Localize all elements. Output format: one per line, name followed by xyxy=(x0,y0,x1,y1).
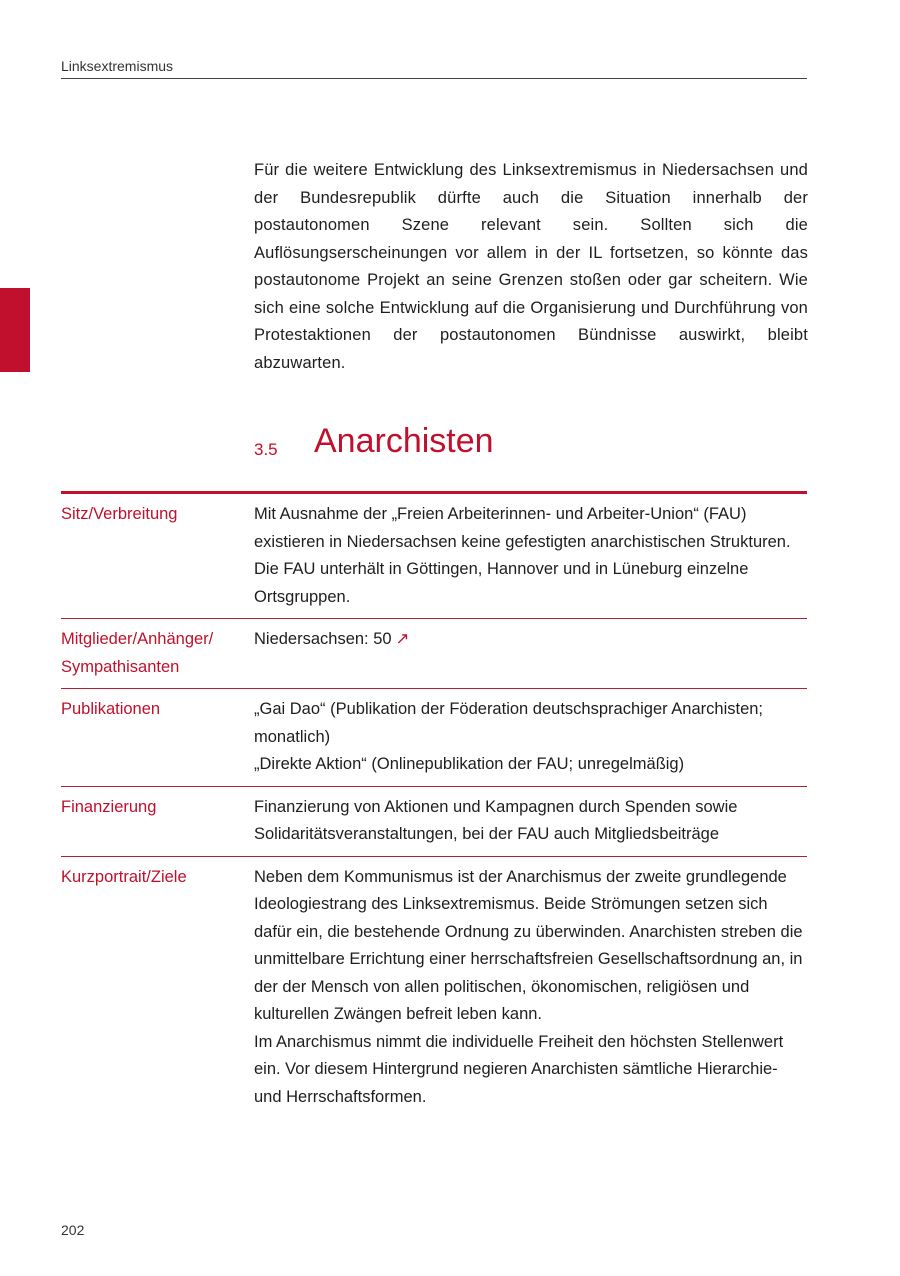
row-text: Mit Ausnahme der „Freien Arbeiterinnen- und Arbeiter-Union“ (FAU) existieren in Niedersachsen keine gefestigten anarchistischen Strukturen. xyxy=(254,505,791,551)
profile-table xyxy=(61,491,807,1118)
running-head: Linksextremismus xyxy=(61,58,807,79)
section-heading xyxy=(254,420,808,470)
table-row-kurzportrait xyxy=(61,857,807,1119)
table-row-publikationen xyxy=(61,689,807,787)
row-content xyxy=(254,864,807,1112)
row-label: Kurzportrait/Ziele xyxy=(61,867,187,886)
section-title: Anarchisten xyxy=(314,422,494,460)
intro-text xyxy=(254,157,808,377)
row-content xyxy=(254,501,807,611)
row-label: Mitglieder/Anhänger/ Sympathisanten xyxy=(61,630,214,676)
row-label: Finanzierung xyxy=(61,797,157,816)
page-number: 202 xyxy=(61,1222,85,1238)
table-row-mitglieder xyxy=(61,619,807,689)
table-row-finanzierung xyxy=(61,787,807,857)
trend-up-icon: ↗ xyxy=(395,630,410,648)
section-number: 3.5 xyxy=(254,440,278,459)
chapter-marker xyxy=(0,288,30,372)
row-text: „Direkte Aktion“ (Onlinepublikation der FAU; unregelmäßig) xyxy=(254,755,685,773)
intro-paragraph: Für die weitere Entwicklung des Linksextremismus in Niedersachsen und der Bundesrepublik dürfte auch die Situation innerhalb der postautonomen Szene relevant sein. Sollten sich die Auflösungserscheinungen vor allem in der IL fortsetzen, so könnte das postautonome Projekt an seine Grenzen stoßen oder gar scheitern. Wie sich eine solche Entwicklung auf die Organisierung und Durchführung von Protestaktionen der postautonomen Bündnisse auswirkt, bleibt abzuwarten. xyxy=(254,161,808,372)
row-label: Sitz/Verbreitung xyxy=(61,505,178,523)
row-content xyxy=(254,696,807,779)
row-text: Die FAU unterhält in Göttingen, Hannover und in Lüneburg einzelne Ortsgruppen. xyxy=(254,560,749,606)
table-row-sitz xyxy=(61,494,807,619)
row-text: Im Anarchismus nimmt die individuelle Freiheit den höchsten Stellenwert ein. Vor diesem Hintergrund negieren Anarchisten sämtliche Hierarchie- und Herrschaftsformen. xyxy=(254,1032,784,1106)
row-text: Neben dem Kommunismus ist der Anarchismus der zweite grundlegende Ideologiestrang des Linksextremismus. Beide Strömungen setzen sich dafür ein, die bestehende Ordnung zu überwinden. Anarchisten streben die unmittelbare Errichtung einer herrschaftsfreien Gesellschaftsordnung an, in der der Mensch von allen politischen, ökonomischen, religiösen und kulturellen Zwängen befreit leben kann. xyxy=(254,867,803,1023)
row-text: „Gai Dao“ (Publikation der Föderation deutschsprachiger Anarchisten; monatlich) xyxy=(254,700,764,746)
row-label: Publikationen xyxy=(61,700,161,718)
row-text: Niedersachsen: 50 xyxy=(254,630,392,648)
row-content xyxy=(254,626,807,681)
row-text: Finanzierung von Aktionen und Kampagnen durch Spenden sowie Solidaritätsveranstaltungen, bei der FAU auch Mitgliedsbeiträge xyxy=(254,797,738,843)
row-content xyxy=(254,794,807,849)
